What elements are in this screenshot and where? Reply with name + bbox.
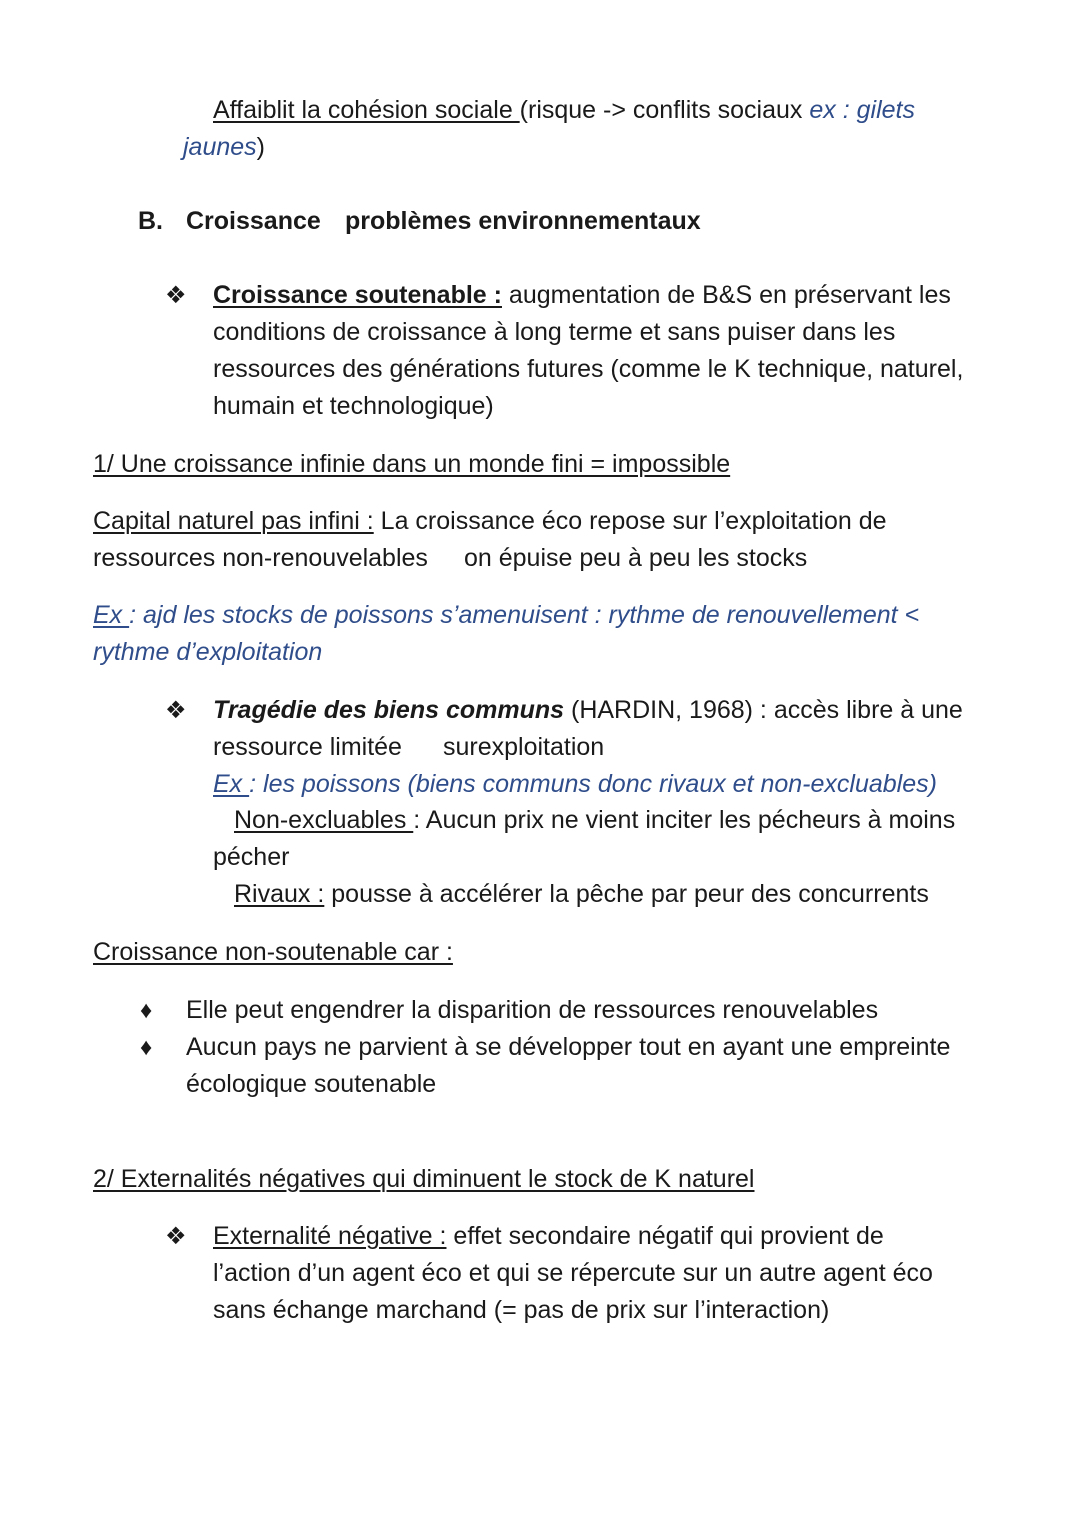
tragedie-line1 (213, 692, 963, 729)
diamond-solid-bullet-icon: ♦ (140, 997, 153, 1024)
externalite-term: Externalité négative : (213, 1222, 447, 1250)
cohesion-example-cont: jaunes (183, 133, 257, 161)
tragedie-example-label: Ex (213, 770, 250, 798)
externalite-line3: sans échange marchand (= pas de prix sur l’interaction) (213, 1296, 830, 1324)
example1-line1 (93, 597, 919, 634)
tragedie-example-text: : les poissons (biens communs donc rivaux et non-excluables) (249, 770, 937, 798)
heading-b-letter: B. (138, 207, 163, 235)
section1-title: 1/ Une croissance infinie dans un monde fini = impossible (93, 450, 731, 478)
diamond-bullet-icon: ❖ (165, 1223, 187, 1250)
nonexcluables-text: : Aucun prix ne vient inciter les pécheurs à moins (413, 806, 956, 834)
nonexcluables-line (234, 802, 955, 839)
tragedie-line2a: ressource limitée (213, 733, 402, 761)
def-soutenable-line1 (213, 277, 951, 314)
example1-label: Ex (93, 601, 130, 629)
non-soutenable-item2: Aucun pays ne parvient à se développer tout en ayant une empreinte (186, 1033, 951, 1061)
tragedie-example (213, 766, 937, 803)
externalite-line2: l’action d’un agent éco et qui se répercute sur un autre agent éco (213, 1259, 933, 1287)
cohesion-close: ) (256, 133, 265, 161)
capital-text1: La croissance éco repose sur l’exploitation de (373, 507, 887, 535)
cohesion-term: Affaiblit la cohésion sociale (213, 96, 520, 124)
cohesion-text: (risque -> conflits sociaux (519, 96, 810, 124)
externalite-text1: effet secondaire négatif qui provient de (446, 1222, 884, 1250)
diamond-bullet-icon: ❖ (165, 697, 187, 724)
diamond-bullet-icon: ❖ (165, 282, 187, 309)
non-soutenable-item1: Elle peut engendrer la disparition de ressources renouvelables (186, 996, 879, 1024)
cohesion-example: ex : gilets (809, 96, 915, 124)
non-soutenable-item2-cont: écologique soutenable (186, 1070, 437, 1098)
rivaux-term: Rivaux : (234, 880, 325, 908)
example1-line2: rythme d’exploitation (93, 638, 323, 666)
tragedie-term: Tragédie des biens communs (213, 696, 565, 724)
example1-text1: : ajd les stocks de poissons s’amenuisent : rythme de renouvellement < (129, 601, 920, 629)
heading-b-word1: Croissance (186, 207, 321, 235)
diamond-solid-bullet-icon: ♦ (140, 1034, 153, 1061)
tragedie-text1: (HARDIN, 1968) : accès libre à une (564, 696, 963, 724)
non-soutenable-title: Croissance non-soutenable car : (93, 938, 453, 966)
heading-b (138, 203, 163, 240)
externalite-line1 (213, 1218, 884, 1255)
capital-line1 (93, 503, 887, 540)
heading-b-word2: problèmes environnementaux (345, 207, 701, 235)
cohesion-line (213, 92, 915, 129)
capital-line2b: on épuise peu à peu les stocks (464, 544, 808, 572)
def-soutenable-line3: ressources des générations futures (comme le K technique, naturel, (213, 355, 964, 383)
capital-term: Capital naturel pas infini : (93, 507, 374, 535)
capital-line2a: ressources non-renouvelables (93, 544, 428, 572)
cohesion-line-2 (183, 129, 265, 166)
def-soutenable-term: Croissance soutenable : (213, 281, 502, 309)
tragedie-line2b: surexploitation (443, 733, 605, 761)
def-soutenable-text1: augmentation de B&S en préservant les (501, 281, 951, 309)
nonexcluables-term: Non-excluables (234, 806, 414, 834)
def-soutenable-line4: humain et technologique) (213, 392, 494, 420)
nonexcluables-line2: pécher (213, 843, 290, 871)
section2-title: 2/ Externalités négatives qui diminuent le stock de K naturel (93, 1165, 755, 1193)
rivaux-text: pousse à accélérer la pêche par peur des concurrents (324, 880, 929, 908)
def-soutenable-line2: conditions de croissance à long terme et sans puiser dans les (213, 318, 896, 346)
rivaux-line (234, 876, 929, 913)
